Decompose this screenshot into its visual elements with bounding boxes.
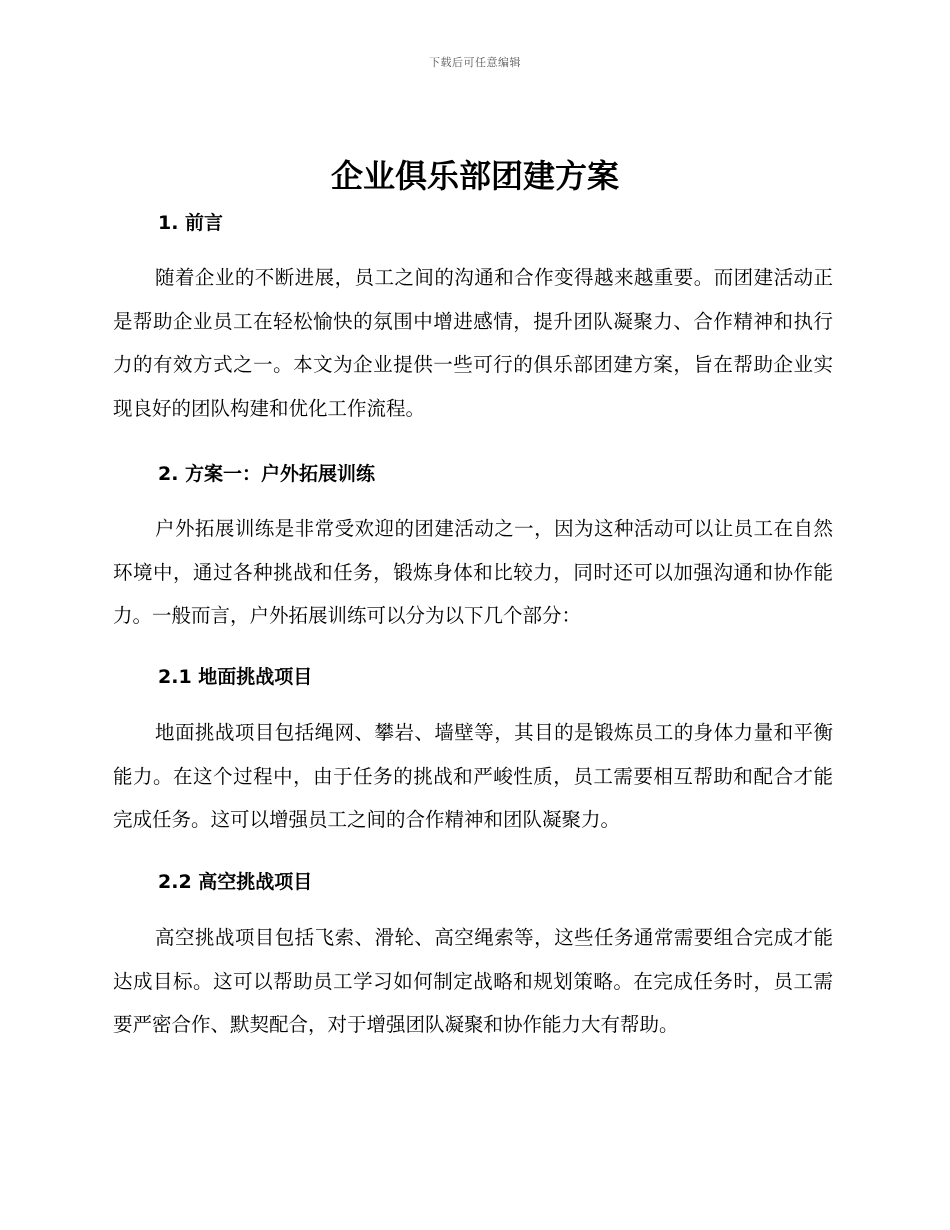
section-paragraph-preface: 随着企业的不断进展，员工之间的沟通和合作变得越来越重要。而团建活动正是帮助企业员工在轻松愉快的氛围中增进感情，提升团队凝聚力、合作精神和执行力的有效方式之一。本文为企业提供一些可行的俱乐部团建方案，旨在帮助企业实现良好的团队构建和优化工作流程。 <box>113 266 833 420</box>
section-heading-ground-challenge: 2.1 地面挑战项目 <box>158 666 313 688</box>
section-paragraph-high-challenge: 高空挑战项目包括飞索、滑轮、高空绳索等，这些任务通常需要组合完成才能达成目标。这可以帮助员工学习如何制定战略和规划策略。在完成任务时，员工需要严密合作、默契配合，对于增强团队凝聚和协作能力大有帮助。 <box>113 926 833 1036</box>
section-paragraph-plan-one: 户外拓展训练是非常受欢迎的团建活动之一，因为这种活动可以让员工在自然环境中，通过各种挑战和任务，锻炼身体和比较力，同时还可以加强沟通和协作能力。一般而言，户外拓展训练可以分为以下几个部分： <box>113 517 833 627</box>
section-heading-high-challenge: 2.2 高空挑战项目 <box>158 871 313 893</box>
section-heading-preface: 1. 前言 <box>158 212 224 234</box>
document-title: 企业俱乐部团建方案 <box>330 157 619 195</box>
header-watermark: 下载后可任意编辑 <box>429 56 521 69</box>
section-paragraph-ground-challenge: 地面挑战项目包括绳网、攀岩、墙壁等，其目的是锻炼员工的身体力量和平衡能力。在这个过程中，由于任务的挑战和严峻性质，员工需要相互帮助和配合才能完成任务。这可以增强员工之间的合作精神和团队凝聚力。 <box>113 721 833 831</box>
section-heading-plan-one: 2. 方案一：户外拓展训练 <box>158 463 376 485</box>
